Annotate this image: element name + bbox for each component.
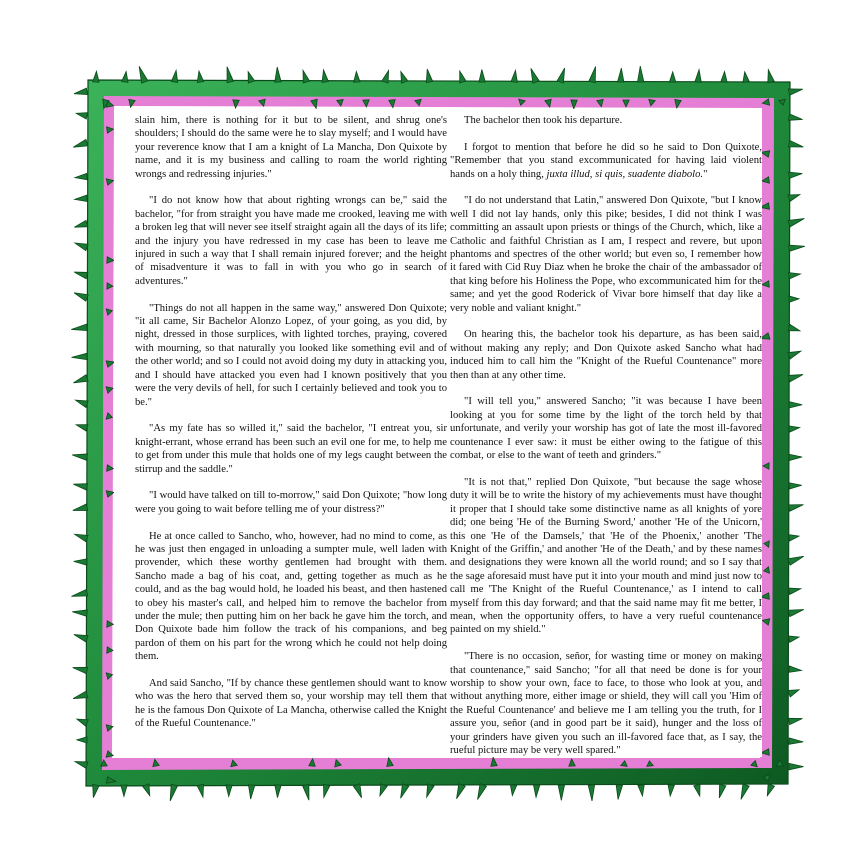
thorn	[788, 690, 799, 697]
thorn	[479, 70, 485, 83]
thorn	[75, 195, 88, 201]
thorn	[721, 71, 727, 82]
thorn	[510, 785, 516, 796]
thorn	[75, 173, 87, 179]
paragraph: "I would have talked on till to-morrow," said Don Quixote; "how long were you going to wait before telling me of your distress?"	[135, 490, 447, 515]
thorn	[788, 556, 804, 565]
paragraph	[450, 141, 762, 181]
thorn	[427, 784, 434, 797]
thorn	[788, 609, 804, 616]
thorn	[789, 483, 802, 489]
thorn	[531, 68, 539, 83]
thorn	[788, 535, 799, 541]
paragraph: And said Sancho, "If by chance these gentlemen should want to know who was the hero that served them so, your worship may tell them that he is the famous Don Quixote of La Mancha, otherwise called the Knight of the Rueful Countenance."	[135, 677, 447, 730]
book-page	[114, 109, 762, 757]
thorn	[380, 784, 387, 796]
thorn	[589, 67, 596, 83]
thorn	[789, 454, 802, 460]
thorn	[788, 588, 801, 594]
thorn	[588, 785, 594, 801]
thorn	[74, 272, 88, 279]
thorn	[72, 353, 88, 359]
thorn	[303, 70, 310, 83]
thorn	[74, 559, 87, 565]
thorn	[75, 400, 88, 407]
right-column	[450, 114, 762, 771]
thorn	[788, 636, 799, 642]
thorn	[694, 784, 700, 796]
paragraph: "As my fate has so willed it," said the bachelor, "I entreat you, sir knight-errant, whose errand has been such an evil one for me, to help me to get from under this mule that holds one of my legs caught between the stirrup and the saddle."	[135, 423, 447, 475]
thorn	[401, 72, 408, 84]
thorn	[73, 667, 88, 673]
thorn	[618, 68, 624, 82]
thorn	[75, 534, 88, 541]
paragraph: The bachelor then took his departure.	[464, 115, 623, 126]
thorn	[322, 70, 328, 83]
thorn	[73, 139, 88, 147]
thorn	[789, 172, 803, 178]
thorn	[121, 785, 127, 796]
thorn	[74, 293, 88, 301]
thorn	[227, 67, 233, 83]
thorn	[76, 425, 88, 431]
thorn	[76, 113, 88, 119]
thorn	[226, 785, 232, 796]
thorn	[426, 69, 432, 82]
thorn	[788, 505, 803, 512]
thorn	[511, 70, 517, 82]
paragraph: He at once called to Sancho, who, however, had no mind to come, as he was just then engaged in unloading a sumpter mule, well laden with provender, which these worthy gentlemen had brought with them. Sancho made a bag of his coat, and, getting together as much as he could, and as the bag would hold, he loaded his beast, and then hastened to obey his master's call, and helped him to remove the bachelor from under the mule; then putting him on her back he gave him the torch, and Don Quixote bade him follow the track of his companions, and beg pardon of them on his part for the wrong which he could not help doing them.	[135, 530, 447, 663]
thorn	[695, 70, 701, 83]
thorn	[789, 666, 802, 672]
thorn	[74, 88, 88, 94]
thorn	[73, 691, 88, 698]
thorn	[197, 784, 203, 797]
thorn	[743, 72, 749, 83]
thorn	[460, 71, 466, 83]
thorn	[248, 785, 254, 799]
thorn	[197, 71, 203, 82]
thorn	[478, 784, 487, 800]
thorn	[788, 324, 800, 330]
thorn	[788, 140, 803, 147]
thorn	[77, 719, 88, 726]
paragraph-text: I forgot to mention that before he did so he said to Don Quixote, "Remember that you stand excommunicated for having laid violent hands on a holy thing,	[450, 141, 762, 180]
thorn	[71, 589, 87, 596]
thorn	[788, 114, 802, 120]
thorn	[788, 718, 802, 724]
thorn	[73, 375, 88, 383]
thorn	[788, 351, 801, 359]
thorn	[275, 785, 281, 798]
thorn	[122, 72, 128, 83]
thorn	[72, 610, 87, 616]
thorn	[788, 195, 800, 202]
paragraph: slain him, there is nothing for it but to be silent, and shrug one's shoulders; I should do the same were he to slay myself; and I would have your reverence know that I am a knight of La Mancha, Don Quixote by name, and it is my business and calling to roam the world righting wrongs and redressing injuries."	[135, 115, 447, 180]
thorn	[143, 784, 150, 796]
left-column	[135, 114, 447, 744]
thorn	[788, 89, 802, 95]
closing-quote: "	[703, 168, 708, 180]
thorn	[789, 245, 805, 251]
thorn	[789, 738, 803, 744]
thorn	[401, 784, 409, 798]
thorn	[93, 71, 99, 82]
paragraph: "There is no occasion, señor, for wasting time or money on making that countenance," said Sancho; "for all that need be done is for your worship to show your own, face to face, to those who look at you, and without anything more, either image or shield, they will call you 'Him of the Rueful Countenance' and believe me I am telling you the truth, for I assure you, señor (and in good part be it said), hunger and the loss of your grinders have given you such an ill-favored face that, as I say, the rueful picture may be very well spared."	[450, 651, 762, 756]
thorn	[71, 324, 87, 330]
thorn	[616, 785, 622, 800]
thorn	[789, 763, 804, 769]
thorn	[788, 375, 803, 382]
thorn	[73, 504, 88, 510]
thorn	[557, 68, 565, 83]
thorn	[171, 70, 177, 82]
thorn	[74, 635, 88, 642]
paragraph: "Things do not all happen in the same way," answered Don Quixote; "it all came, Sir Bachelor Alonzo Lopez, of your going, as you did, by night, dressed in those surplices, with lighted torches, praying, covered with mourning, so that naturally you looked like something evil and of the other world; and so I could not avoid doing my duty in attacking you, and I should have attacked you even had I known positively that you were the very devils of hell, for such I certainly believed and took you to be."	[135, 302, 447, 408]
thorn	[93, 784, 99, 797]
thorn	[788, 219, 804, 227]
thorn	[789, 402, 802, 408]
thorn	[789, 273, 801, 279]
thorn	[669, 72, 675, 82]
thorn	[323, 784, 329, 797]
thorn	[767, 784, 774, 796]
thorn	[558, 785, 564, 800]
thorn	[789, 426, 800, 432]
thorn	[75, 762, 88, 769]
paragraph: On hearing this, the bachelor took his departure, as has been said, without making any reply; and Don Quixote asked Sancho what had induced him to call him the "Knight of the Rueful Countenance" more then than at any other time.	[450, 329, 762, 381]
thorn	[741, 784, 749, 800]
thorn	[77, 737, 87, 743]
thorn	[768, 70, 774, 83]
thorn	[353, 784, 361, 798]
thorn	[638, 785, 644, 796]
thorn	[248, 72, 255, 83]
latin-phrase: juxta illud, si quis, suadente diabolo.	[546, 168, 704, 180]
paragraph: "It is not that," replied Don Quixote, "but because the sage whose duty it will be to write the history of my achievements must have thought it proper that I should take some distinctive name as all knights of yore did; one being 'He of the Burning Sword,' another 'He of the Unicorn,' this one 'He of the Damsels,' that 'He of the Phoenix,' another 'The Knight of the Griffin,' and another 'He of the Death,' and by these names and designations they were known all the world round; and so I say that the sage aforesaid must have put it into your mouth and mind just now to call me 'The Knight of the Rueful Countenance,' as I intend to call myself from this day forward; and that the said name may fit me better, I mean, when the opportunity offers, to have a very rueful countenance painted on my shield."	[450, 476, 762, 636]
thorn	[382, 70, 389, 83]
paragraph: "I do not understand that Latin," answered Don Quixote, "but I know well I did not lay hands, only this pike; besides, I did not think I was committing an assault upon priests or things of the Church, which, like a Catholic and faithful Christian as I am, I respect and revere, but upon phantoms and spectres of the other world; but even so, I remember how it fared with Cid Ruy Diaz when he broke the chair of the ambassador of that king before his Holiness the Pope, who excommunicated him for the same; and yet the good Roderick of Vivar bore himself that day like a very noble and valiant knight."	[450, 195, 762, 314]
thorn	[637, 66, 643, 82]
thorn	[74, 220, 88, 227]
thorn	[789, 296, 799, 302]
thorn	[668, 785, 674, 796]
thorn	[354, 71, 360, 82]
thorn	[719, 784, 726, 798]
thorn	[303, 784, 309, 800]
thorn	[73, 484, 87, 490]
thorn	[533, 785, 539, 797]
thorn	[275, 67, 281, 82]
thorn	[72, 454, 87, 460]
thorn	[170, 784, 177, 801]
paragraph: "I do not know how that about righting wrongs can be," said the bachelor, "for from straight you have made me crooked, leaving me with a broken leg that will never see itself straight again all the days of its life; and the injury you have redressed in my case has been to leave me injured in such a way that I shall remain injured forever; and the height of misadventure it was to fall in with you who go in search of adventures."	[135, 195, 447, 287]
paragraph: "I will tell you," answered Sancho; "it was because I have been looking at you for some time by the light of the torch held by that unfortunate, and verily your worship has got of late the most ill-favored countenance I ever saw: it must be either owing to the fatigue of this combat, or else to the want of teeth and grinders."	[450, 396, 762, 462]
thorn	[457, 784, 466, 799]
thorn	[75, 243, 88, 251]
